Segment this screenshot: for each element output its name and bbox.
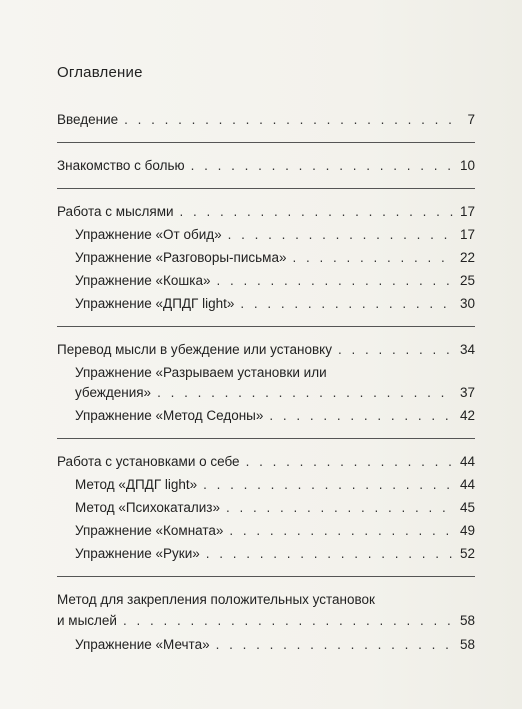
entry-label: Упражнение «Руки» bbox=[75, 546, 200, 561]
dot-leader bbox=[338, 341, 454, 359]
dot-leader bbox=[240, 295, 454, 313]
page-number: 58 bbox=[459, 613, 475, 628]
dot-leader bbox=[203, 476, 454, 494]
page-number: 45 bbox=[459, 500, 475, 515]
entry-label: Упражнение «ДПДГ light» bbox=[75, 296, 235, 311]
toc-subentry[interactable] bbox=[75, 545, 475, 563]
entry-label: Знакомство с болью bbox=[57, 158, 185, 173]
toc-subentry[interactable] bbox=[75, 295, 475, 313]
entry-label: Метод «ДПДГ light» bbox=[75, 477, 198, 492]
section-divider bbox=[57, 438, 475, 439]
section-divider bbox=[57, 142, 475, 143]
toc-subentry-line1[interactable]: Упражнение «Разрываем установки или bbox=[75, 365, 327, 380]
toc-subentry[interactable] bbox=[75, 384, 475, 402]
dot-leader bbox=[123, 612, 454, 630]
entry-label: Упражнение «Разговоры-письма» bbox=[75, 250, 287, 265]
toc-entry-positive-line1[interactable]: Метод для закрепления положительных установок bbox=[57, 592, 375, 607]
page-number: 34 bbox=[459, 342, 475, 357]
entry-label: Работа с установками о себе bbox=[57, 454, 240, 469]
toc-subentry[interactable] bbox=[75, 226, 475, 244]
toc-subentry[interactable] bbox=[75, 636, 475, 654]
entry-label: Работа с мыслями bbox=[57, 204, 174, 219]
dot-leader bbox=[228, 226, 454, 244]
entry-label: Метод «Психокатализ» bbox=[75, 500, 221, 515]
page-number: 17 bbox=[459, 227, 475, 242]
toc-entry-beliefs[interactable] bbox=[57, 341, 475, 359]
page-number: 10 bbox=[459, 158, 475, 173]
toc-title: Оглавление bbox=[57, 64, 143, 81]
page-number: 44 bbox=[459, 477, 475, 492]
entry-label: Упражнение «Комната» bbox=[75, 523, 224, 538]
entry-label: Упражнение «Кошка» bbox=[75, 273, 211, 288]
entry-label: Упражнение «От обид» bbox=[75, 227, 222, 242]
toc-subentry[interactable] bbox=[75, 407, 475, 425]
page-number: 44 bbox=[459, 454, 475, 469]
page-number: 17 bbox=[459, 204, 475, 219]
toc-entry-thoughts[interactable] bbox=[57, 203, 475, 221]
page-number: 49 bbox=[459, 523, 475, 538]
page-number: 37 bbox=[459, 385, 475, 400]
toc-entry-intro[interactable] bbox=[57, 111, 475, 129]
toc-subentry[interactable] bbox=[75, 476, 475, 494]
page-number: 52 bbox=[459, 546, 475, 561]
dot-leader bbox=[157, 384, 454, 402]
dot-leader bbox=[180, 203, 454, 221]
dot-leader bbox=[292, 249, 454, 267]
toc-subentry[interactable] bbox=[75, 499, 475, 517]
entry-label: Перевод мысли в убеждение или установку bbox=[57, 342, 332, 357]
section-divider bbox=[57, 326, 475, 327]
dot-leader bbox=[269, 407, 454, 425]
toc-entry-pain[interactable] bbox=[57, 157, 475, 175]
page-number: 58 bbox=[459, 637, 475, 652]
dot-leader bbox=[216, 636, 454, 654]
toc-subentry[interactable] bbox=[75, 249, 475, 267]
toc-entry-self[interactable] bbox=[57, 453, 475, 471]
page-number: 7 bbox=[467, 112, 475, 127]
toc-subentry[interactable] bbox=[75, 272, 475, 290]
entry-label: убеждения» bbox=[75, 385, 152, 400]
dot-leader bbox=[124, 111, 461, 129]
dot-leader bbox=[246, 453, 454, 471]
section-divider bbox=[57, 188, 475, 189]
entry-label: Введение bbox=[57, 112, 119, 127]
dot-leader bbox=[206, 545, 454, 563]
entry-label: Упражнение «Мечта» bbox=[75, 637, 210, 652]
dot-leader bbox=[191, 157, 454, 175]
toc-subentry[interactable] bbox=[75, 522, 475, 540]
entry-label: и мыслей bbox=[57, 613, 117, 628]
page-number: 42 bbox=[459, 408, 475, 423]
section-divider bbox=[57, 576, 475, 577]
page-number: 30 bbox=[459, 296, 475, 311]
dot-leader bbox=[226, 499, 454, 517]
page-number: 22 bbox=[459, 250, 475, 265]
toc-entry-positive[interactable] bbox=[57, 612, 475, 630]
page-number: 25 bbox=[459, 273, 475, 288]
dot-leader bbox=[216, 272, 453, 290]
dot-leader bbox=[229, 522, 454, 540]
entry-label: Упражнение «Метод Седоны» bbox=[75, 408, 264, 423]
